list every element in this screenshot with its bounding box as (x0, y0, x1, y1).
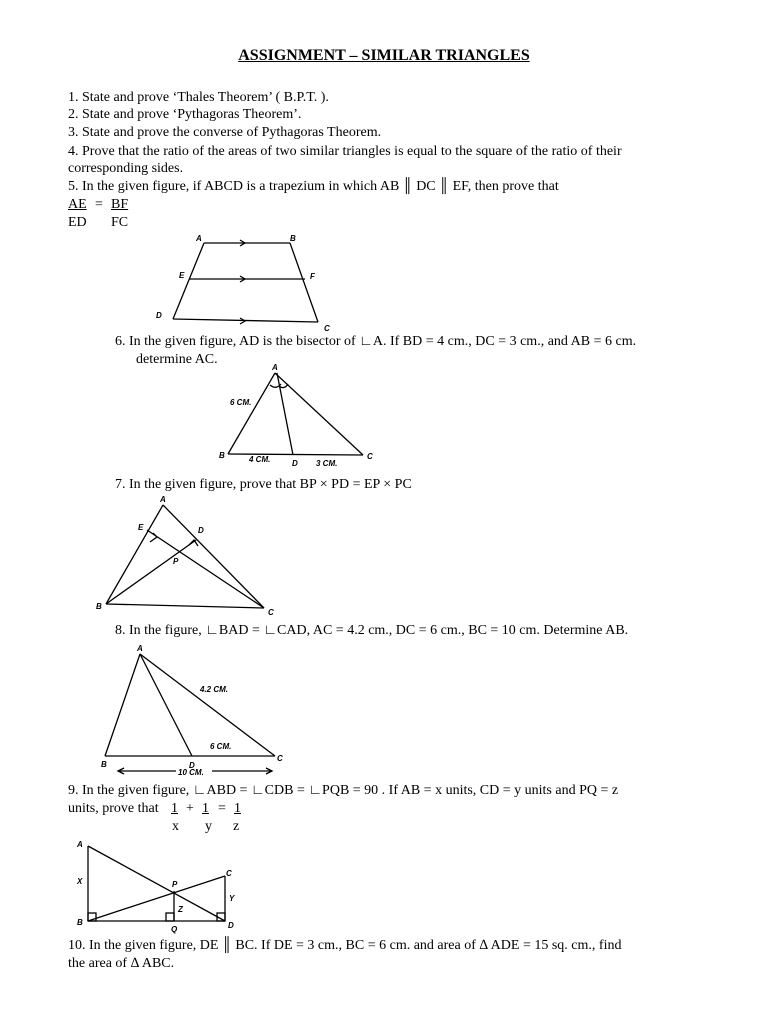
fig6-label-b: B (219, 451, 225, 460)
fig6-label-bd: 4 CM. (249, 455, 271, 464)
fig7-label-b: B (96, 602, 102, 611)
q9-numerator-1: 1 (171, 801, 178, 816)
fig7-label-e: E (138, 523, 144, 532)
fig9-label-x: X (77, 877, 83, 886)
fig9-label-z: Z (178, 905, 183, 914)
fig8-label-a: A (137, 644, 143, 653)
question-2: 2. State and prove ‘Pythagoras Theorem’. (68, 107, 302, 122)
fig5-label-b: B (290, 234, 296, 243)
fig5-label-e: E (179, 271, 185, 280)
fig8-label-b: B (101, 760, 107, 769)
q5-numerator-bf: BF (111, 197, 129, 212)
question-5-line-1: 5. In the given figure, if ABCD is a trapezium in which AB ║ DC ║ EF, then prove that (68, 179, 559, 194)
fig5-label-f: F (310, 272, 315, 281)
question-10-line-2: the area of ∆ ABC. (68, 956, 175, 971)
question-10-line-1: 10. In the given figure, DE ║ BC. If DE = 3 cm., BC = 6 cm. and area of ∆ ADE = 15 sq. cm., find (68, 938, 622, 953)
q9-denominator-z: z (233, 819, 240, 834)
fig5-label-c: C (324, 324, 330, 333)
q9-equals: = (218, 801, 226, 816)
fig7-label-c: C (268, 608, 274, 617)
question-3: 3. State and prove the converse of Pythagoras Theorem. (68, 125, 382, 140)
fig8-label-dc: 6 CM. (210, 742, 232, 751)
question-6-line-2: determine AC. (136, 352, 218, 367)
q9-denominator-y: y (205, 819, 212, 834)
fig9-label-p: P (172, 880, 178, 889)
q9-denominator-x: x (172, 819, 179, 834)
question-1: 1. State and prove ‘Thales Theorem’ ( B.P.T. ). (68, 90, 329, 105)
q5-equals: = (95, 197, 103, 212)
q5-denominator-ed: ED (68, 215, 87, 230)
question-8: 8. In the figure, ∟BAD = ∟CAD, AC = 4.2 cm., DC = 6 cm., BC = 10 cm. Determine AB. (115, 623, 629, 638)
q9-plus: + (186, 801, 194, 816)
fig6-label-a: A (272, 363, 278, 372)
fig9-label-b: B (77, 918, 83, 927)
question-9-line-2: units, prove that (68, 801, 159, 816)
question-9-line-1: 9. In the given figure, ∟ABD = ∟CDB = ∟PQB = 90 . If AB = x units, CD = y units and PQ = z (68, 783, 619, 798)
question-4-line-1: 4. Prove that the ratio of the areas of two similar triangles is equal to the square of the ratio of their (68, 144, 622, 159)
fig5-label-a: A (196, 234, 202, 243)
fig7-label-d: D (198, 526, 204, 535)
fig5-label-d: D (156, 311, 162, 320)
fig9-label-d: D (228, 921, 234, 930)
fig7-label-a: A (160, 495, 166, 504)
q9-numerator-3: 1 (234, 801, 241, 816)
fig8-label-ac: 4.2 CM. (200, 685, 229, 694)
q9-numerator-2: 1 (202, 801, 209, 816)
page-title: ASSIGNMENT – SIMILAR TRIANGLES (238, 47, 530, 64)
fig8-label-bc: 10 CM. (178, 768, 204, 777)
fig7-label-p: P (173, 557, 179, 566)
fig6-label-dc: 3 CM. (316, 459, 338, 468)
question-6-line-1: 6. In the given figure, AD is the bisector of ∟A. If BD = 4 cm., DC = 3 cm., and AB = 6 cm. (115, 334, 637, 349)
question-7: 7. In the given figure, prove that BP × PD = EP × PC (115, 477, 412, 492)
fig6-label-ab: 6 CM. (230, 398, 252, 407)
question-4-line-2: corresponding sides. (68, 161, 184, 176)
fig9-label-y: Y (229, 894, 235, 903)
fig9-label-q: Q (171, 925, 178, 934)
fig9-label-a: A (77, 840, 83, 849)
fig9-label-c: C (226, 869, 232, 878)
fig8-label-d: D (189, 761, 195, 770)
fig8-label-c: C (277, 754, 283, 763)
fig6-label-d: D (292, 459, 298, 468)
q5-numerator-ae: AE (68, 197, 87, 212)
q5-denominator-fc: FC (111, 215, 129, 230)
fig6-label-c: C (367, 452, 373, 461)
